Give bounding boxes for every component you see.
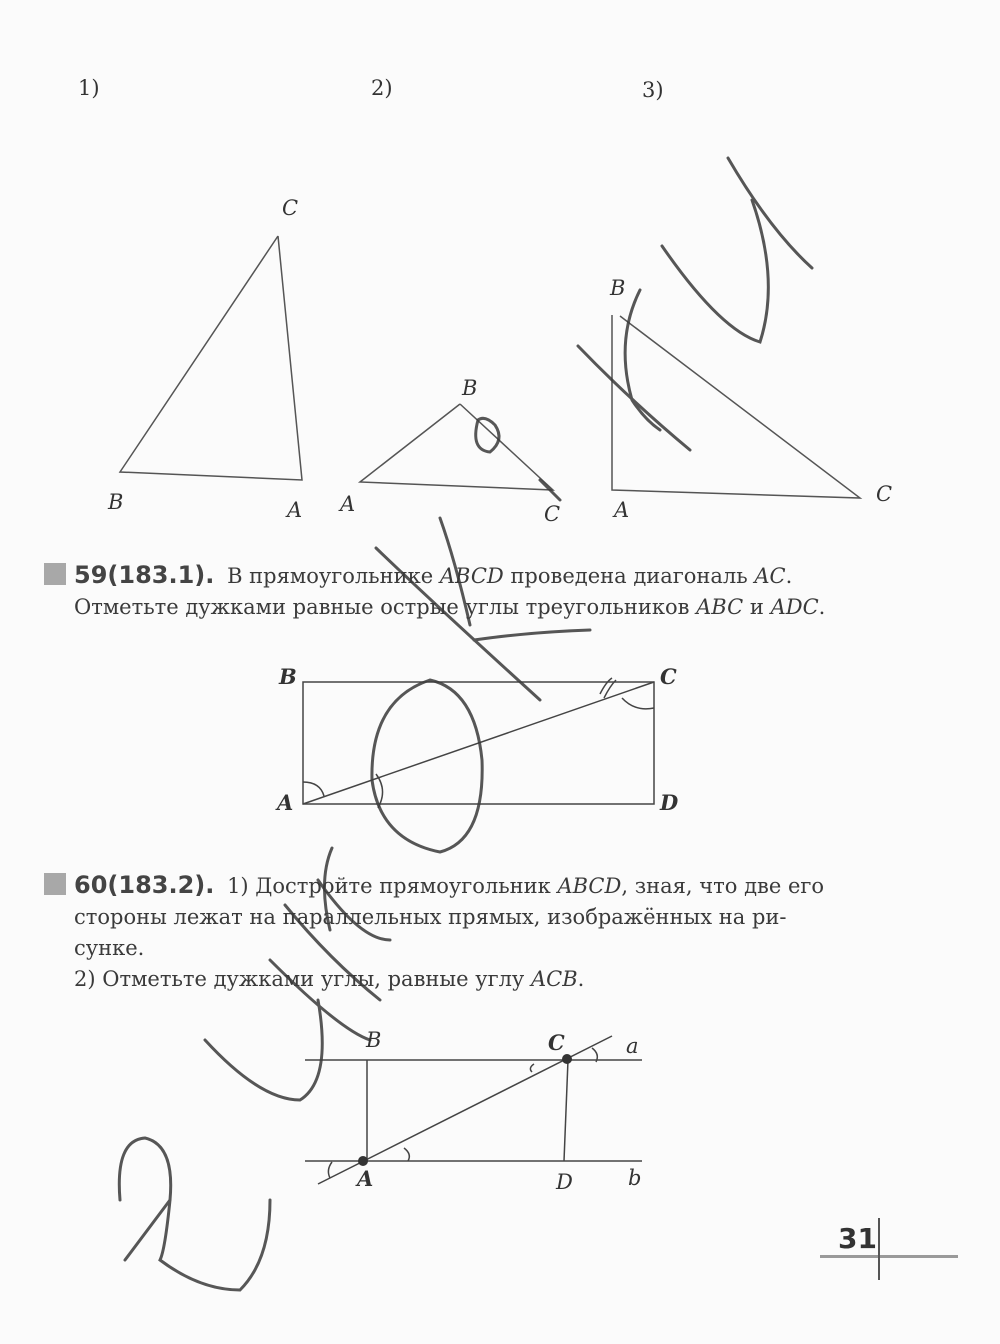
task-text: проведена диагональ: [510, 564, 748, 588]
angle-arc-double: [600, 678, 616, 698]
var-acb: ACB: [530, 967, 578, 991]
var-ac: AC: [754, 564, 786, 588]
line-label-b: b: [628, 1166, 642, 1190]
fig2-vertex-a: A: [340, 492, 356, 516]
footer-rule: [820, 1255, 958, 1258]
figure-3-triangle: [612, 315, 860, 498]
task-marker-icon: [44, 873, 66, 895]
figure-label-3: 3): [642, 78, 664, 102]
parallel-label-b-vertex: B: [366, 1028, 382, 1052]
figure-label-1: 1): [78, 76, 100, 100]
figure-1-triangle: [120, 236, 302, 480]
fig2-vertex-b: B: [462, 376, 478, 400]
page-number: 31: [838, 1222, 877, 1255]
parallel-label-d: D: [556, 1170, 573, 1194]
task-marker-icon: [44, 563, 66, 585]
task-text: Отметьте дужками равные острые углы треугольников: [74, 595, 690, 619]
punct: .: [577, 967, 585, 991]
task-text: 2) Отметьте дужками углы, равные углу: [74, 967, 525, 991]
fig1-vertex-a: A: [287, 498, 303, 522]
angle-arc-a: [303, 782, 324, 796]
var-abcd: ABCD: [557, 874, 622, 898]
var-adc: ADC: [770, 595, 819, 619]
task-text: , зная, что две его: [621, 874, 825, 898]
angle-arc-c-int: [530, 1064, 534, 1072]
figure-2-triangle: [360, 404, 553, 490]
angle-arc-a: [404, 1148, 409, 1161]
footer-vertical-rule: [878, 1218, 880, 1280]
rect-label-d: D: [660, 790, 679, 815]
angle-arc-a-ext: [328, 1162, 332, 1178]
rect-label-c: C: [660, 664, 677, 689]
task-text: стороны лежат на параллельных прямых, изображённых на ри-: [74, 905, 787, 929]
fig1-vertex-b: B: [108, 490, 124, 514]
task-60: [44, 870, 894, 995]
task-number: 60(183.2).: [74, 871, 215, 899]
fig1-vertex-c: C: [282, 196, 299, 220]
fig3-vertex-b: B: [610, 276, 626, 300]
pencil-scribbles: [119, 158, 812, 1290]
line-label-a: a: [626, 1034, 639, 1058]
point-c: [562, 1054, 572, 1064]
punct: .: [785, 564, 793, 588]
var-abcd: ABCD: [439, 564, 504, 588]
task60-diagram: [305, 1036, 642, 1184]
task-text: В прямоугольнике: [227, 564, 434, 588]
task-59: [44, 560, 894, 623]
var-abc: ABC: [696, 595, 744, 619]
task-text: 1) Достройте прямоугольник: [227, 874, 551, 898]
task-number: 59(183.1).: [74, 561, 215, 589]
parallel-label-c: C: [548, 1030, 565, 1055]
punct: .: [818, 595, 826, 619]
parallel-label-a: A: [357, 1166, 374, 1191]
figure-label-2: 2): [371, 76, 393, 100]
fig3-vertex-a: A: [614, 498, 630, 522]
fig3-vertex-c: C: [876, 482, 893, 506]
fig2-vertex-c: C: [544, 502, 561, 526]
side-cd: [564, 1060, 568, 1161]
angle-arc-c: [622, 698, 654, 709]
rect-label-b: B: [279, 664, 297, 689]
rect-label-a: A: [277, 790, 294, 815]
point-a: [358, 1156, 368, 1166]
task-text: и: [749, 595, 764, 619]
task-text: сунке.: [74, 936, 145, 960]
